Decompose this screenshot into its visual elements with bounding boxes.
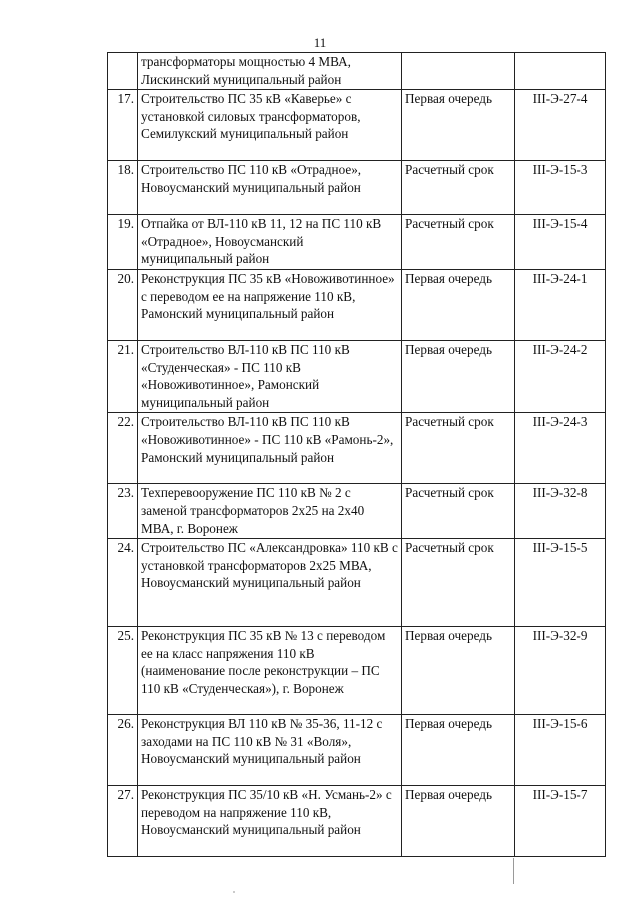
row-number: 21.: [108, 340, 138, 412]
row-term: Расчетный срок: [402, 484, 515, 539]
scan-artifact-line: [513, 858, 514, 884]
row-description: Отпайка от ВЛ-110 кВ 11, 12 на ПС 110 кВ «Отрадное», Новоусманский муниципальный район: [138, 215, 402, 270]
row-code: III-Э-24-3: [515, 413, 606, 484]
row-code: III-Э-24-1: [515, 269, 606, 340]
row-term: Первая очередь: [402, 715, 515, 786]
row-term: Расчетный срок: [402, 215, 515, 270]
row-term: Первая очередь: [402, 269, 515, 340]
row-code: III-Э-24-2: [515, 340, 606, 412]
row-term: Расчетный срок: [402, 413, 515, 484]
row-number: 22.: [108, 413, 138, 484]
row-term: [402, 53, 515, 90]
table-row: [108, 539, 606, 627]
objects-table: [107, 52, 606, 857]
row-number: 17.: [108, 90, 138, 161]
row-term: Расчетный срок: [402, 539, 515, 627]
table-row: [108, 484, 606, 539]
row-number: 24.: [108, 539, 138, 627]
row-description: Строительство ПС 110 кВ «Отрадное», Новоусманский муниципальный район: [138, 161, 402, 215]
row-description: Реконструкция ПС 35 кВ № 13 с переводом ее на класс напряжения 110 кВ (наименование после реконструкции – ПС 110 кВ «Студенческая»), г. Воронеж: [138, 627, 402, 715]
row-term: Первая очередь: [402, 786, 515, 857]
table-row: [108, 627, 606, 715]
row-code: [515, 53, 606, 90]
table-row: [108, 269, 606, 340]
row-number: 18.: [108, 161, 138, 215]
row-description: Строительство ВЛ-110 кВ ПС 110 кВ «Студенческая» - ПС 110 кВ «Новоживотинное», Рамонский муниципальный район: [138, 340, 402, 412]
row-term: Первая очередь: [402, 340, 515, 412]
row-number: 20.: [108, 269, 138, 340]
row-code: III-Э-15-7: [515, 786, 606, 857]
row-code: III-Э-15-6: [515, 715, 606, 786]
page-number: 11: [313, 35, 327, 50]
objects-table-body: [108, 53, 606, 857]
row-description: трансформаторы мощностью 4 МВА, Лискинский муниципальный район: [138, 53, 402, 90]
table-row: [108, 786, 606, 857]
row-description: Реконструкция ПС 35 кВ «Новоживотинное» с переводом ее на напряжение 110 кВ, Рамонский муниципальный район: [138, 269, 402, 340]
row-number: 25.: [108, 627, 138, 715]
table-row: [108, 413, 606, 484]
row-description: Строительство ПС 35 кВ «Каверье» с установкой силовых трансформаторов, Семилукский муниципальный район: [138, 90, 402, 161]
row-term: Первая очередь: [402, 627, 515, 715]
row-description: Реконструкция ВЛ 110 кВ № 35-36, 11-12 с заходами на ПС 110 кВ № 31 «Воля», Новоусманский муниципальный район: [138, 715, 402, 786]
row-number: 27.: [108, 786, 138, 857]
table-row: [108, 53, 606, 90]
table-row: [108, 715, 606, 786]
table-row: [108, 340, 606, 412]
row-description: Реконструкция ПС 35/10 кВ «Н. Усмань-2» с переводом на напряжение 110 кВ, Новоусманский муниципальный район: [138, 786, 402, 857]
row-code: III-Э-32-8: [515, 484, 606, 539]
row-description: Строительство ПС «Александровка» 110 кВ с установкой трансформаторов 2х25 МВА, Новоусманский муниципальный район: [138, 539, 402, 627]
row-code: III-Э-15-3: [515, 161, 606, 215]
row-term: Расчетный срок: [402, 161, 515, 215]
table-row: [108, 215, 606, 270]
table-row: [108, 161, 606, 215]
row-term: Первая очередь: [402, 90, 515, 161]
row-code: III-Э-27-4: [515, 90, 606, 161]
scan-artifact-dot: [233, 891, 235, 893]
row-number: 26.: [108, 715, 138, 786]
row-description: Строительство ВЛ-110 кВ ПС 110 кВ «Новоживотинное» - ПС 110 кВ «Рамонь-2», Рамонский муниципальный район: [138, 413, 402, 484]
table-row: [108, 90, 606, 161]
row-code: III-Э-15-4: [515, 215, 606, 270]
row-code: III-Э-15-5: [515, 539, 606, 627]
row-number: [108, 53, 138, 90]
row-code: III-Э-32-9: [515, 627, 606, 715]
row-description: Техперевооружение ПС 110 кВ № 2 с заменой трансформаторов 2х25 на 2х40 МВА, г. Воронеж: [138, 484, 402, 539]
row-number: 23.: [108, 484, 138, 539]
row-number: 19.: [108, 215, 138, 270]
